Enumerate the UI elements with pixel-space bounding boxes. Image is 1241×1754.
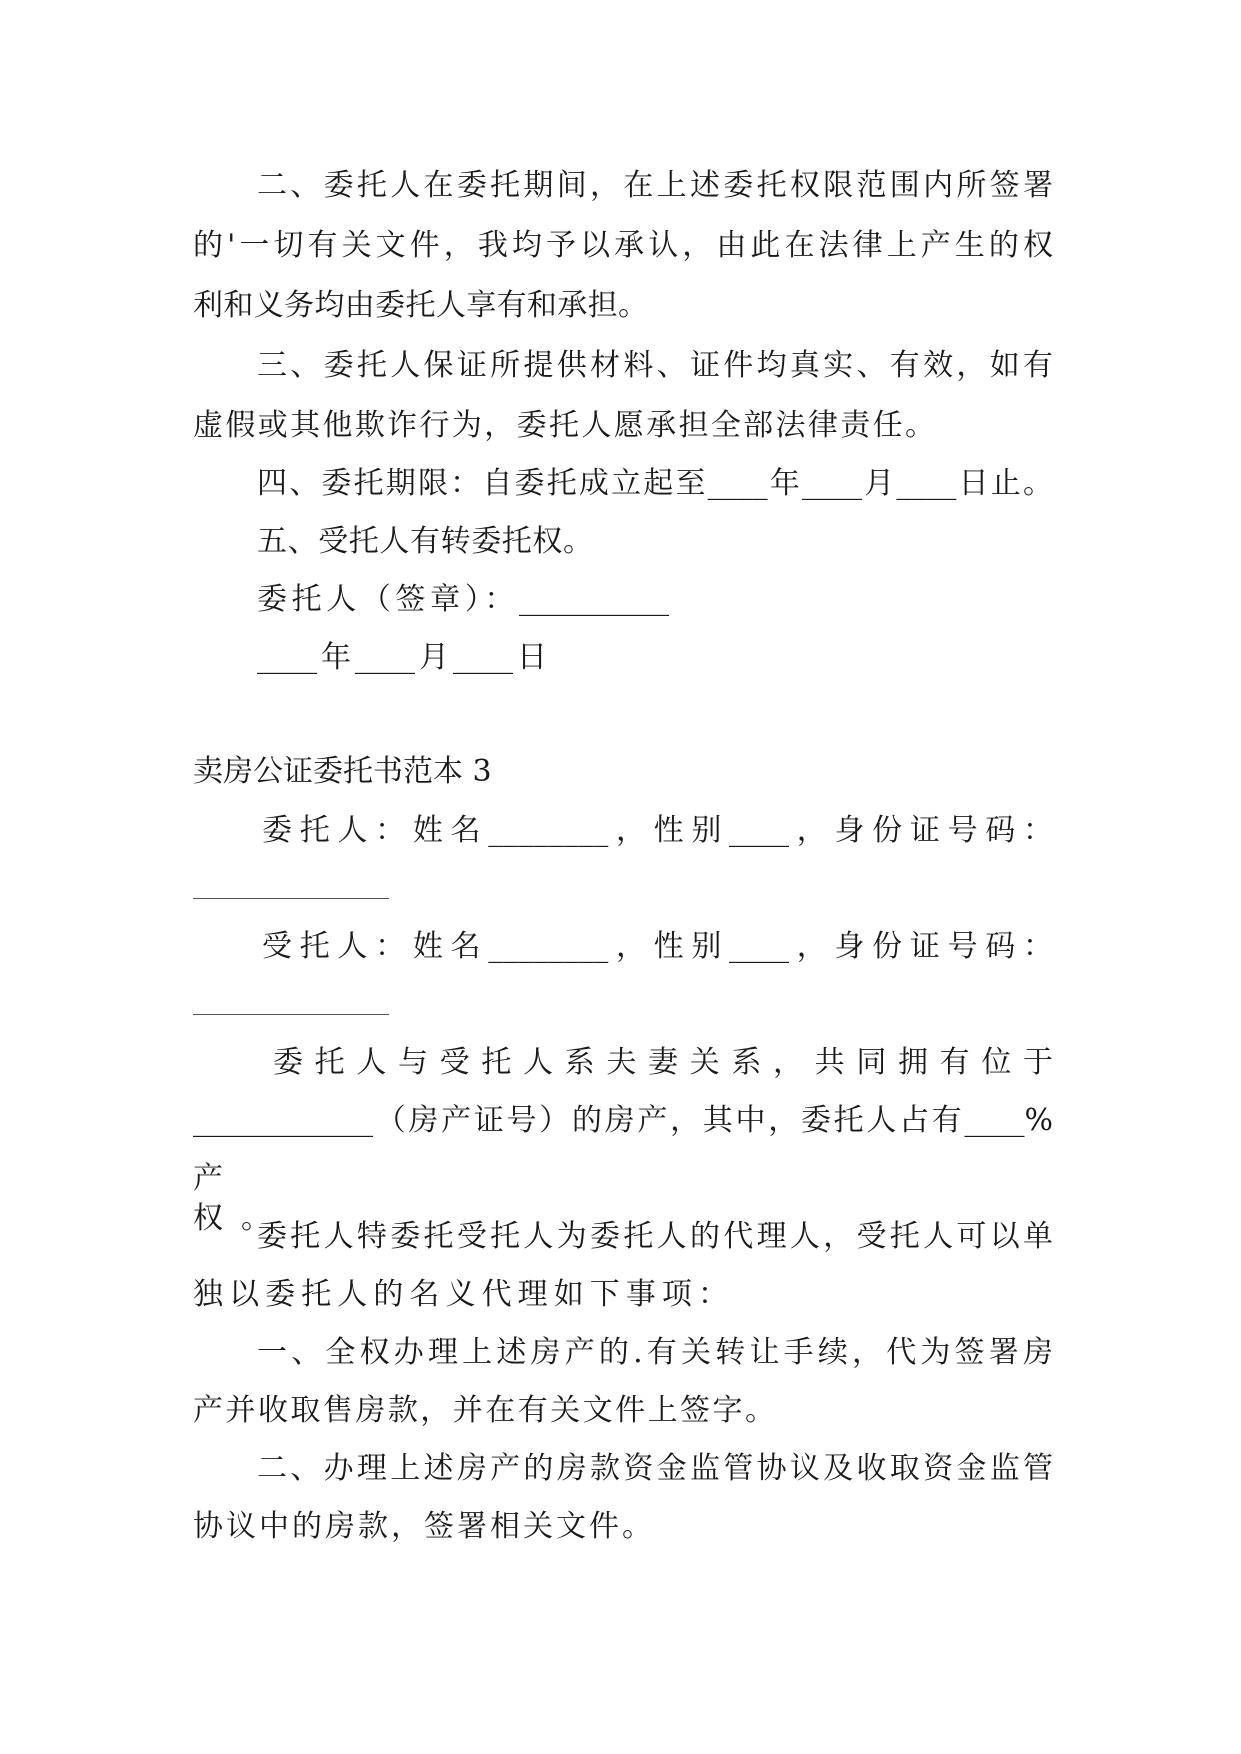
paragraph-line: 的'一切有关文件，我均予以承认，由此在法律上产生的权: [193, 228, 1053, 263]
paragraph-line: 二、委托人在委托期间，在上述委托权限范围内所签署: [257, 168, 1053, 203]
paragraph-line: 产并收取售房款，并在有关文件上签字。: [193, 1393, 775, 1428]
blank-underline: [193, 898, 389, 899]
term-line: 四、委托期限：自委托成立起至____年____月____日止。: [257, 466, 1053, 501]
blank-underline: [193, 1014, 389, 1015]
principal-info-line: 委托人：姓名________，性别____，身份证号码：: [262, 813, 1053, 848]
paragraph-line: 三、委托人保证所提供材料、证件均真实、有效，如有: [257, 348, 1053, 383]
paragraph-line: 独以委托人的名义代理如下事项：: [193, 1277, 728, 1312]
paragraph-line: 虚假或其他欺诈行为，委托人愿承担全部法律责任。: [193, 408, 935, 443]
paragraph-line: 协议中的房款，签署相关文件。: [193, 1509, 652, 1544]
date-line: ____年____月____日: [257, 640, 547, 675]
section-title: 卖房公证委托书范本 3: [193, 754, 492, 789]
paragraph-line: 五、受托人有转委托权。: [257, 524, 593, 559]
paragraph-line: 委托人与受托人系夫妻关系，共同拥有位于: [273, 1045, 1053, 1080]
paragraph-line: 产权。: [193, 1161, 271, 1236]
paragraph-line: 二、办理上述房产的房款资金监管协议及收取资金监管: [257, 1451, 1053, 1486]
paragraph-line: 利和义务均由委托人享有和承担。: [193, 288, 648, 323]
signature-line: 委托人（签章）：__________: [257, 582, 669, 617]
agent-info-line: 受托人：姓名________，性别____，身份证号码：: [262, 929, 1053, 964]
paragraph-line: 一、全权办理上述房产的.有关转让手续，代为签署房: [257, 1335, 1053, 1370]
paragraph-line: 委托人特委托受托人为委托人的代理人，受托人可以单: [257, 1219, 1053, 1254]
paragraph-line: ____________（房产证号）的房产，其中，委托人占有____%: [193, 1103, 1053, 1138]
